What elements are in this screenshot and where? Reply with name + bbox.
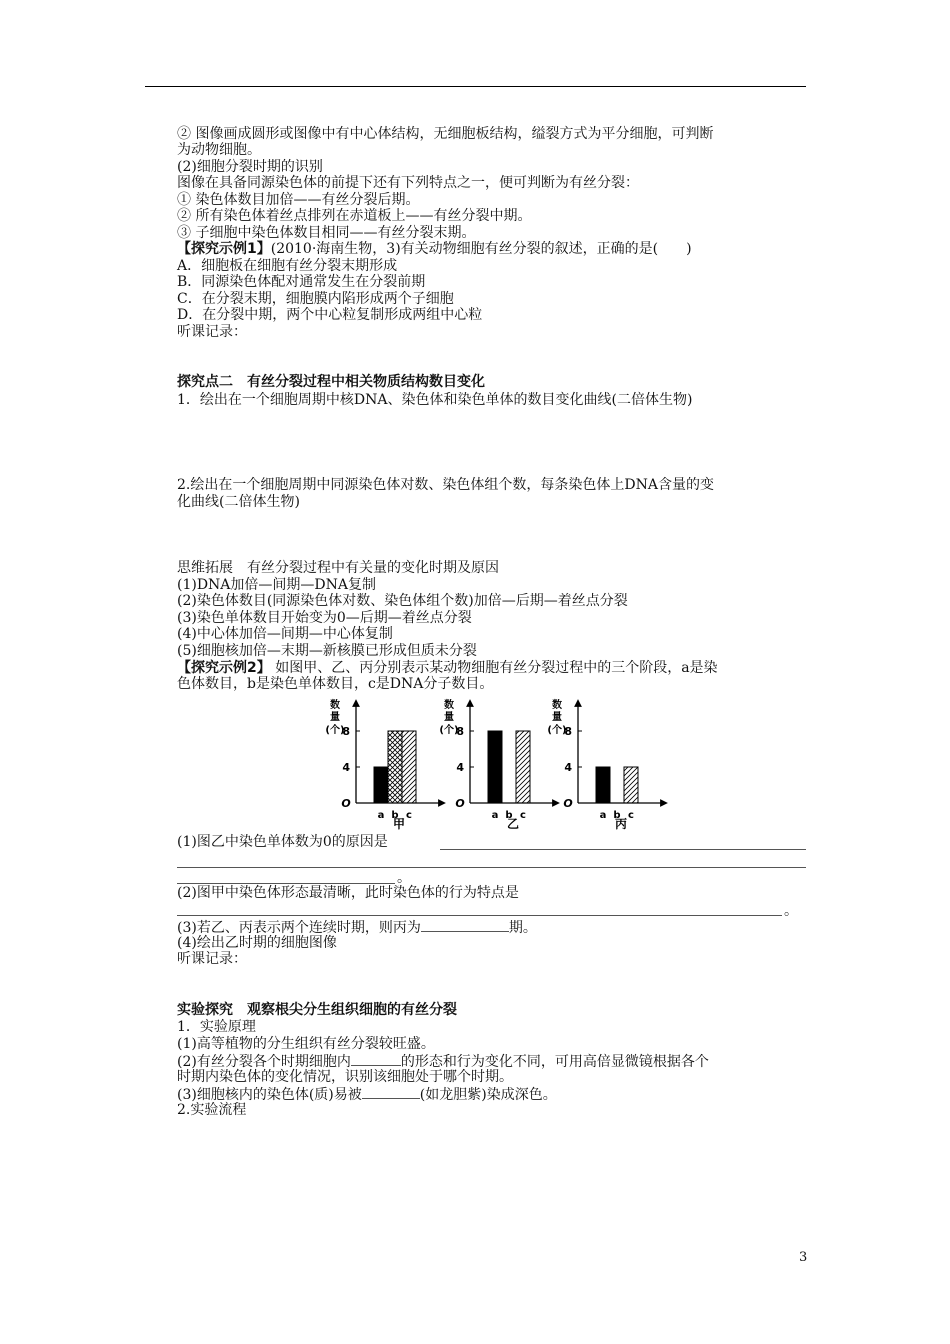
answer-blank[interactable] [351,1052,401,1066]
question-text: (3)若乙、丙表示两个连续时期，则丙为 [177,920,421,936]
answer-blank[interactable] [421,918,509,932]
y-tick-label: 4 [456,761,464,774]
text-line: 2.实验流程 [177,1102,247,1118]
text-line: 1．实验原理 [177,1019,256,1035]
question-text: 的形态和行为变化不同，可用高倍显微镜根据各个 [400,1054,709,1070]
subquestion-1: (1)图乙中染色单体数为0的原因是 [177,834,388,850]
example-question-2 [177,660,718,676]
notes-label: 听课记录： [177,951,247,967]
bar-charts [0,695,950,835]
origin-label: O [455,797,465,810]
x-tick-label: c [406,810,412,821]
y-axis-label: (个) [439,725,459,736]
answer-blank[interactable] [177,867,806,868]
answer-blank[interactable] [440,849,806,850]
section-heading: 实验探究 观察根尖分生组织细胞的有丝分裂 [177,1002,457,1018]
x-tick-label: b [505,810,513,821]
text-line: 色体数目，b是染色单体数目，c是DNA分子数目。 [177,676,494,692]
chart-name: 乙 [506,817,520,831]
x-tick-label: b [613,810,621,821]
text-line: ② 图像画成圆形或图像中有中心体结构，无细胞板结构，缢裂方式为平分细胞，可判断 [177,126,714,142]
y-axis-label: 数 [330,700,340,711]
question-text: (如龙胆紫)染成深色。 [419,1087,557,1103]
extension-title: 思维拓展 有丝分裂过程中有关量的变化时期及原因 [177,560,499,576]
subquestion-3 [177,918,537,936]
chart-name: 甲 [392,817,406,831]
text-line: ② 所有染色体着丝点排列在赤道板上——有丝分裂中期。 [177,208,532,224]
answer-blank[interactable] [362,1085,420,1099]
x-tick-label: c [628,810,634,821]
text-line: ① 染色体数目加倍——有丝分裂后期。 [177,192,420,208]
text-line [177,1052,709,1070]
y-axis-label: (个) [325,725,345,736]
notes-label: 听课记录： [177,324,247,340]
chart-name: 丙 [614,817,628,831]
question-text: (2010·海南生物，3)有关动物细胞有丝分裂的叙述，正确的是( ) [270,241,692,257]
section-heading: 探究点二 有丝分裂过程中相关物质结构数目变化 [177,374,485,390]
x-tick-label: c [520,810,526,821]
y-axis-label: (个) [547,725,567,736]
text-line: (4)中心体加倍—间期—中心体复制 [177,626,393,642]
text-line: (1)DNA加倍—间期—DNA复制 [177,577,377,593]
origin-label: O [563,797,573,810]
question-text: (3)细胞核内的染色体(质)易被 [177,1087,362,1103]
bar-c [402,731,416,803]
text-line: 图像在具备同源染色体的前提下还有下列特点之一，便可判断为有丝分裂： [177,175,639,191]
y-axis-label: 数 [444,700,454,711]
y-axis-label: 量 [552,712,562,723]
page-number: 3 [799,1250,808,1265]
x-tick-label: a [599,810,607,821]
option-b: B．同源染色体配对通常发生在分裂前期 [177,274,426,290]
question-text: (2)有丝分裂各个时期细胞内 [177,1054,351,1070]
example-tag: 【探究示例1】 [177,241,271,257]
option-c: C．在分裂末期，细胞膜内陷形成两个子细胞 [177,291,454,307]
y-tick-label: 8 [564,725,572,738]
option-d: D．在分裂中期，两个中心粒复制形成两组中心粒 [177,307,483,323]
text-line: 时期内染色体的变化情况，识别该细胞处于哪个时期。 [177,1069,513,1085]
y-tick-label: 4 [342,761,350,774]
bar-a [596,767,610,803]
example-question-1 [177,241,692,257]
bar-c [516,731,530,803]
bar-a [374,767,388,803]
text-line: (1)高等植物的分生组织有丝分裂较旺盛。 [177,1036,435,1052]
x-tick-label: a [491,810,499,821]
period-mark: 。 [397,870,411,886]
text-line [177,1085,557,1103]
x-tick-label: a [377,810,385,821]
text-line: (5)细胞核加倍—末期—新核膜已形成但质未分裂 [177,643,477,659]
text-line: 1．绘出在一个细胞周期中核DNA、染色体和染色单体的数目变化曲线(二倍体生物) [177,392,693,408]
text-line: ③ 子细胞中染色体数目相同——有丝分裂末期。 [177,225,476,241]
header-rule [145,86,806,87]
text-line: (3)染色单体数目开始变为0—后期—着丝点分裂 [177,610,472,626]
question-text: 如图甲、乙、丙分别表示某动物细胞有丝分裂过程中的三个阶段，a是染 [275,660,718,676]
example-tag: 【探究示例2】 [177,660,271,676]
y-tick-label: 8 [342,725,350,738]
y-axis-label: 量 [330,712,340,723]
text-line: (2)染色体数目(同源染色体对数、染色体组个数)加倍—后期—着丝点分裂 [177,593,628,609]
x-tick-label: b [391,810,399,821]
text-line: 化曲线(二倍体生物) [177,494,300,510]
text-line: 2.绘出在一个细胞周期中同源染色体对数、染色体组个数，每条染色体上DNA含量的变 [177,477,714,493]
y-axis-label: 量 [444,712,454,723]
y-axis-label: 数 [552,700,562,711]
period-mark: 。 [784,903,798,919]
bar-a [488,731,502,803]
subquestion-4: (4)绘出乙时期的细胞图像 [177,935,337,951]
option-a: A．细胞板在细胞有丝分裂末期形成 [177,258,398,274]
answer-blank[interactable] [177,915,782,916]
origin-label: O [341,797,351,810]
answer-blank[interactable] [177,883,395,884]
question-text: 期。 [508,920,537,936]
bar-b [388,731,402,803]
bar-c [624,767,638,803]
y-tick-label: 4 [564,761,572,774]
text-line: 为动物细胞。 [177,142,261,158]
subquestion-2: (2)图甲中染色体形态最清晰，此时染色体的行为特点是 [177,885,519,901]
text-line: (2)细胞分裂时期的识别 [177,159,323,175]
y-tick-label: 8 [456,725,464,738]
